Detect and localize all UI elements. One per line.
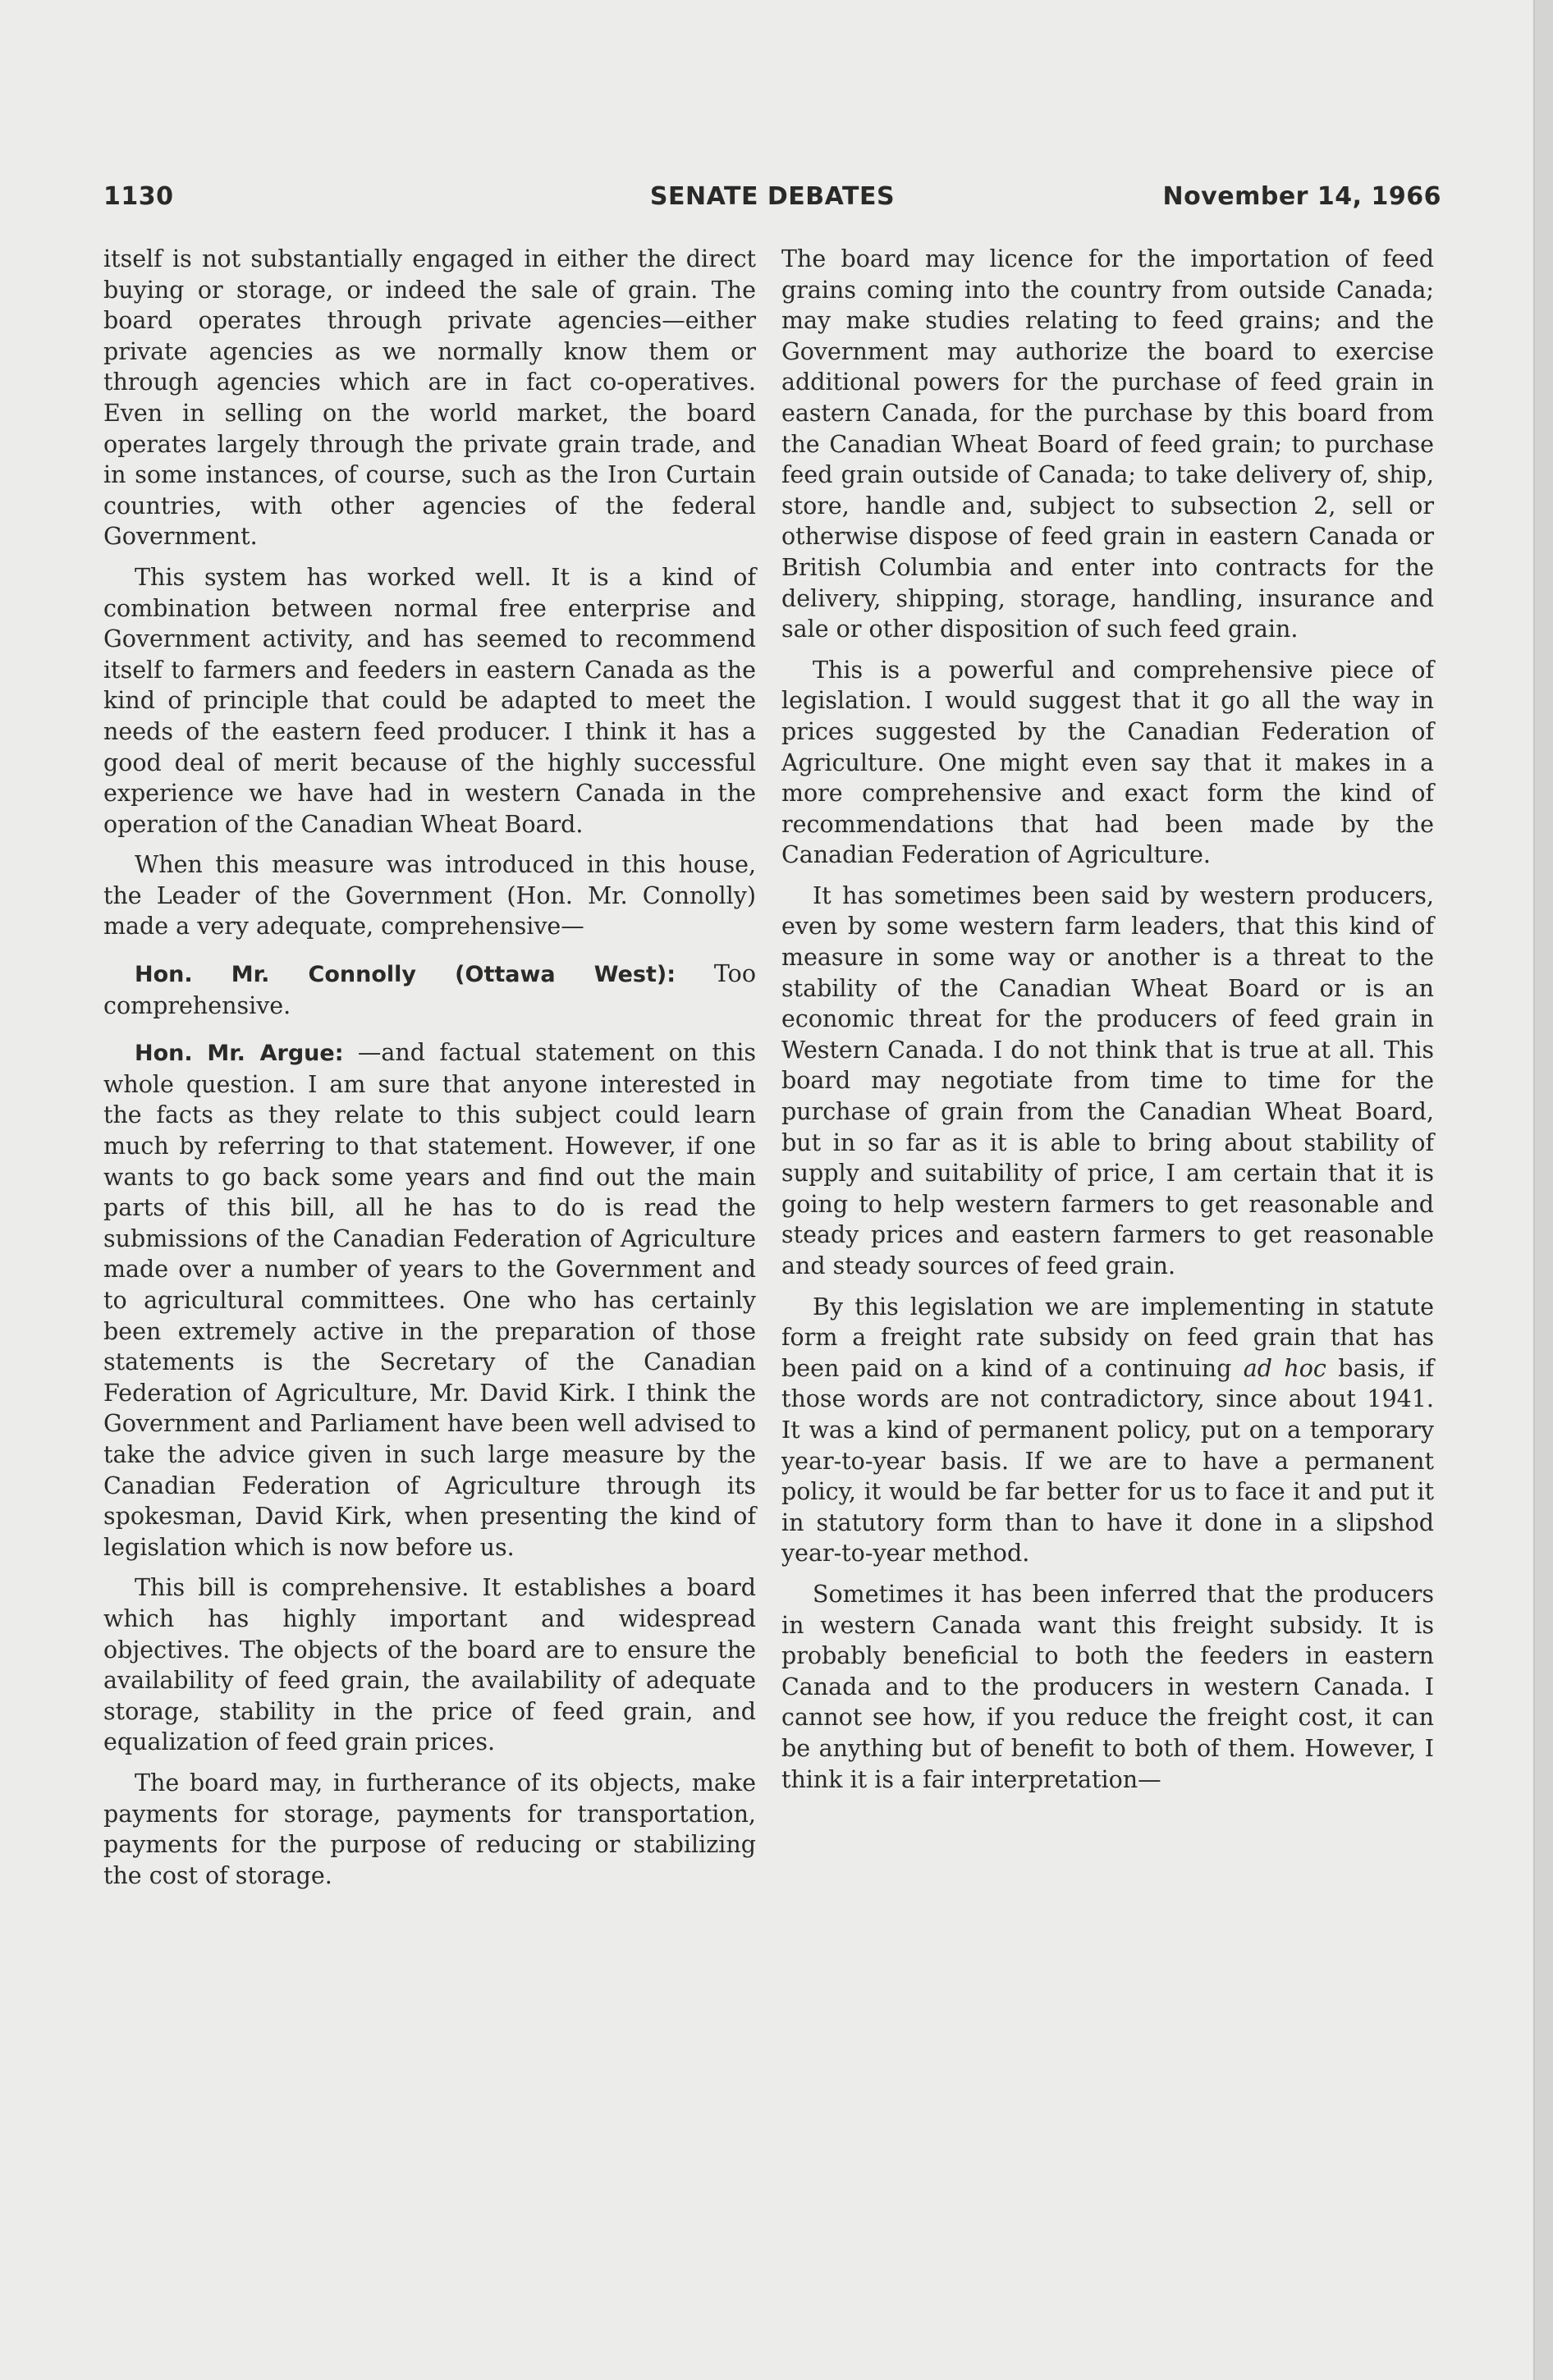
paragraph [781,1292,1434,1569]
paragraph: When this measure was introduced in this house, the Leader of the Government (Hon. Mr. Connolly) made a very adequate, comprehensive— [103,851,756,941]
header-date: November 14, 1966 [1162,182,1441,211]
paragraph: The board may licence for the importation of feed grains coming into the country from outside Canada; may make studies relating to feed grains; and the Government may authorize the board to exercise additional powers for the purchase of feed grain in eastern Canada, for the purchase by this board from the Canadian Wheat Board of feed grain; to purchase feed grain outside of Canada; to take delivery of, ship, store, handle and, subject to subsection 2, sell or otherwise dispose of feed grain in eastern Canada or British Columbia and enter into contracts for the delivery, shipping, storage, handling, insurance and sale or other disposition of such feed grain. [781,245,1434,643]
text-run: By this legislation we are implementing in statute form a freight rate subsidy on feed grain that has been paid on a kind of a continuing [781,1293,1434,1382]
scan-border [1533,0,1553,2380]
speech-text: —and factual statement on this whole question. I am sure that anyone interested in the facts as they relate to this subject could learn much by referring to that statement. However, if one wants to go back some years and find out the main parts of this bill, all he has to do is read the submissions of the Canadian Federation of Agriculture made over a number of years to the Government and to agricultural committees. One who has certainly been extremely active in the preparation of those statements is the Secretary of the Canadian Federation of Agriculture, Mr. David Kirk. I think the Government and Parliament have been well advised to take the advice given in such large measure by the Canadian Federation of Agriculture through its spokesman, David Kirk, when presenting the kind of legislation which is now before us. [103,1039,756,1561]
publication-title: SENATE DEBATES [649,182,896,211]
italic-term: ad hoc [1243,1354,1326,1382]
left-column [103,244,756,1901]
page-number: 1130 [103,182,174,211]
paragraph: itself is not substantially engaged in either the direct buying or storage, or indeed the sale of grain. The board operates through private agencies—either private agencies as we normally know them or through agencies which are in fact co-operatives. Even in selling on the world market, the board operates largely through the private grain trade, and in some instances, of course, such as the Iron Curtain countries, with other agencies of the federal Government. [103,245,756,551]
speaker-name: Hon. Mr. Connolly (Ottawa West): [135,962,676,988]
paragraph: The board may, in furtherance of its objects, make payments for storage, payments for transportation, payments for the purpose of reducing or stabilizing the cost of storage. [103,1769,756,1889]
paragraph: This system has worked well. It is a kind of combination between normal free enterprise and Government activity, and has seemed to recommend itself to farmers and feeders in eastern Canada as the kind of principle that could be adapted to meet the needs of the eastern feed producer. I think it has a good deal of merit because of the highly successful experience we have had in western Canada in the operation of the Canadian Wheat Board. [103,563,756,838]
speech-paragraph [103,959,756,1021]
paragraph: Sometimes it has been inferred that the producers in western Canada want this freight subsidy. It is probably beneficial to both the feeders in eastern Canada and to the producers in western Canada. I cannot see how, if you reduce the freight cost, it can be anything but of benefit to both of them. However, I think it is a fair interpretation— [781,1580,1434,1793]
speech-text: Too comprehensive. [103,960,756,1019]
speech-paragraph [103,1037,756,1563]
running-header [103,182,1441,215]
text-run: basis, if those words are not contradictory, since about 1941. It was a kind of permanent policy, put on a temporary year-to-year basis. If we are to have a permanent policy, it would be far better for us to face it and put it in statutory form than to have it done in a slipshod year-to-year method. [781,1354,1435,1568]
right-column [781,244,1434,1805]
paragraph: This is a powerful and comprehensive piece of legislation. I would suggest that it go all the way in prices suggested by the Canadian Federation of Agriculture. One might even say that it makes in a more comprehensive and exact form the kind of recommendations that had been made by the Canadian Federation of Agriculture. [781,656,1434,869]
speaker-name: Hon. Mr. Argue: [135,1041,344,1067]
paragraph: This bill is comprehensive. It establishes a board which has highly important and widespread objectives. The objects of the board are to ensure the availability of feed grain, the availability of adequate storage, stability in the price of feed grain, and equalization of feed grain prices. [103,1574,756,1756]
paragraph: It has sometimes been said by western producers, even by some western farm leaders, that this kind of measure in some way or another is a threat to the stability of the Canadian Wheat Board or is an economic threat for the producers of feed grain in Western Canada. I do not think that is true at all. This board may negotiate from time to time for the purchase of grain from the Canadian Wheat Board, but in so far as it is able to bring about stability of supply and suitability of price, I am certain that it is going to help western farmers to get reasonable and steady prices and eastern farmers to get reasonable and steady sources of feed grain. [781,881,1434,1279]
